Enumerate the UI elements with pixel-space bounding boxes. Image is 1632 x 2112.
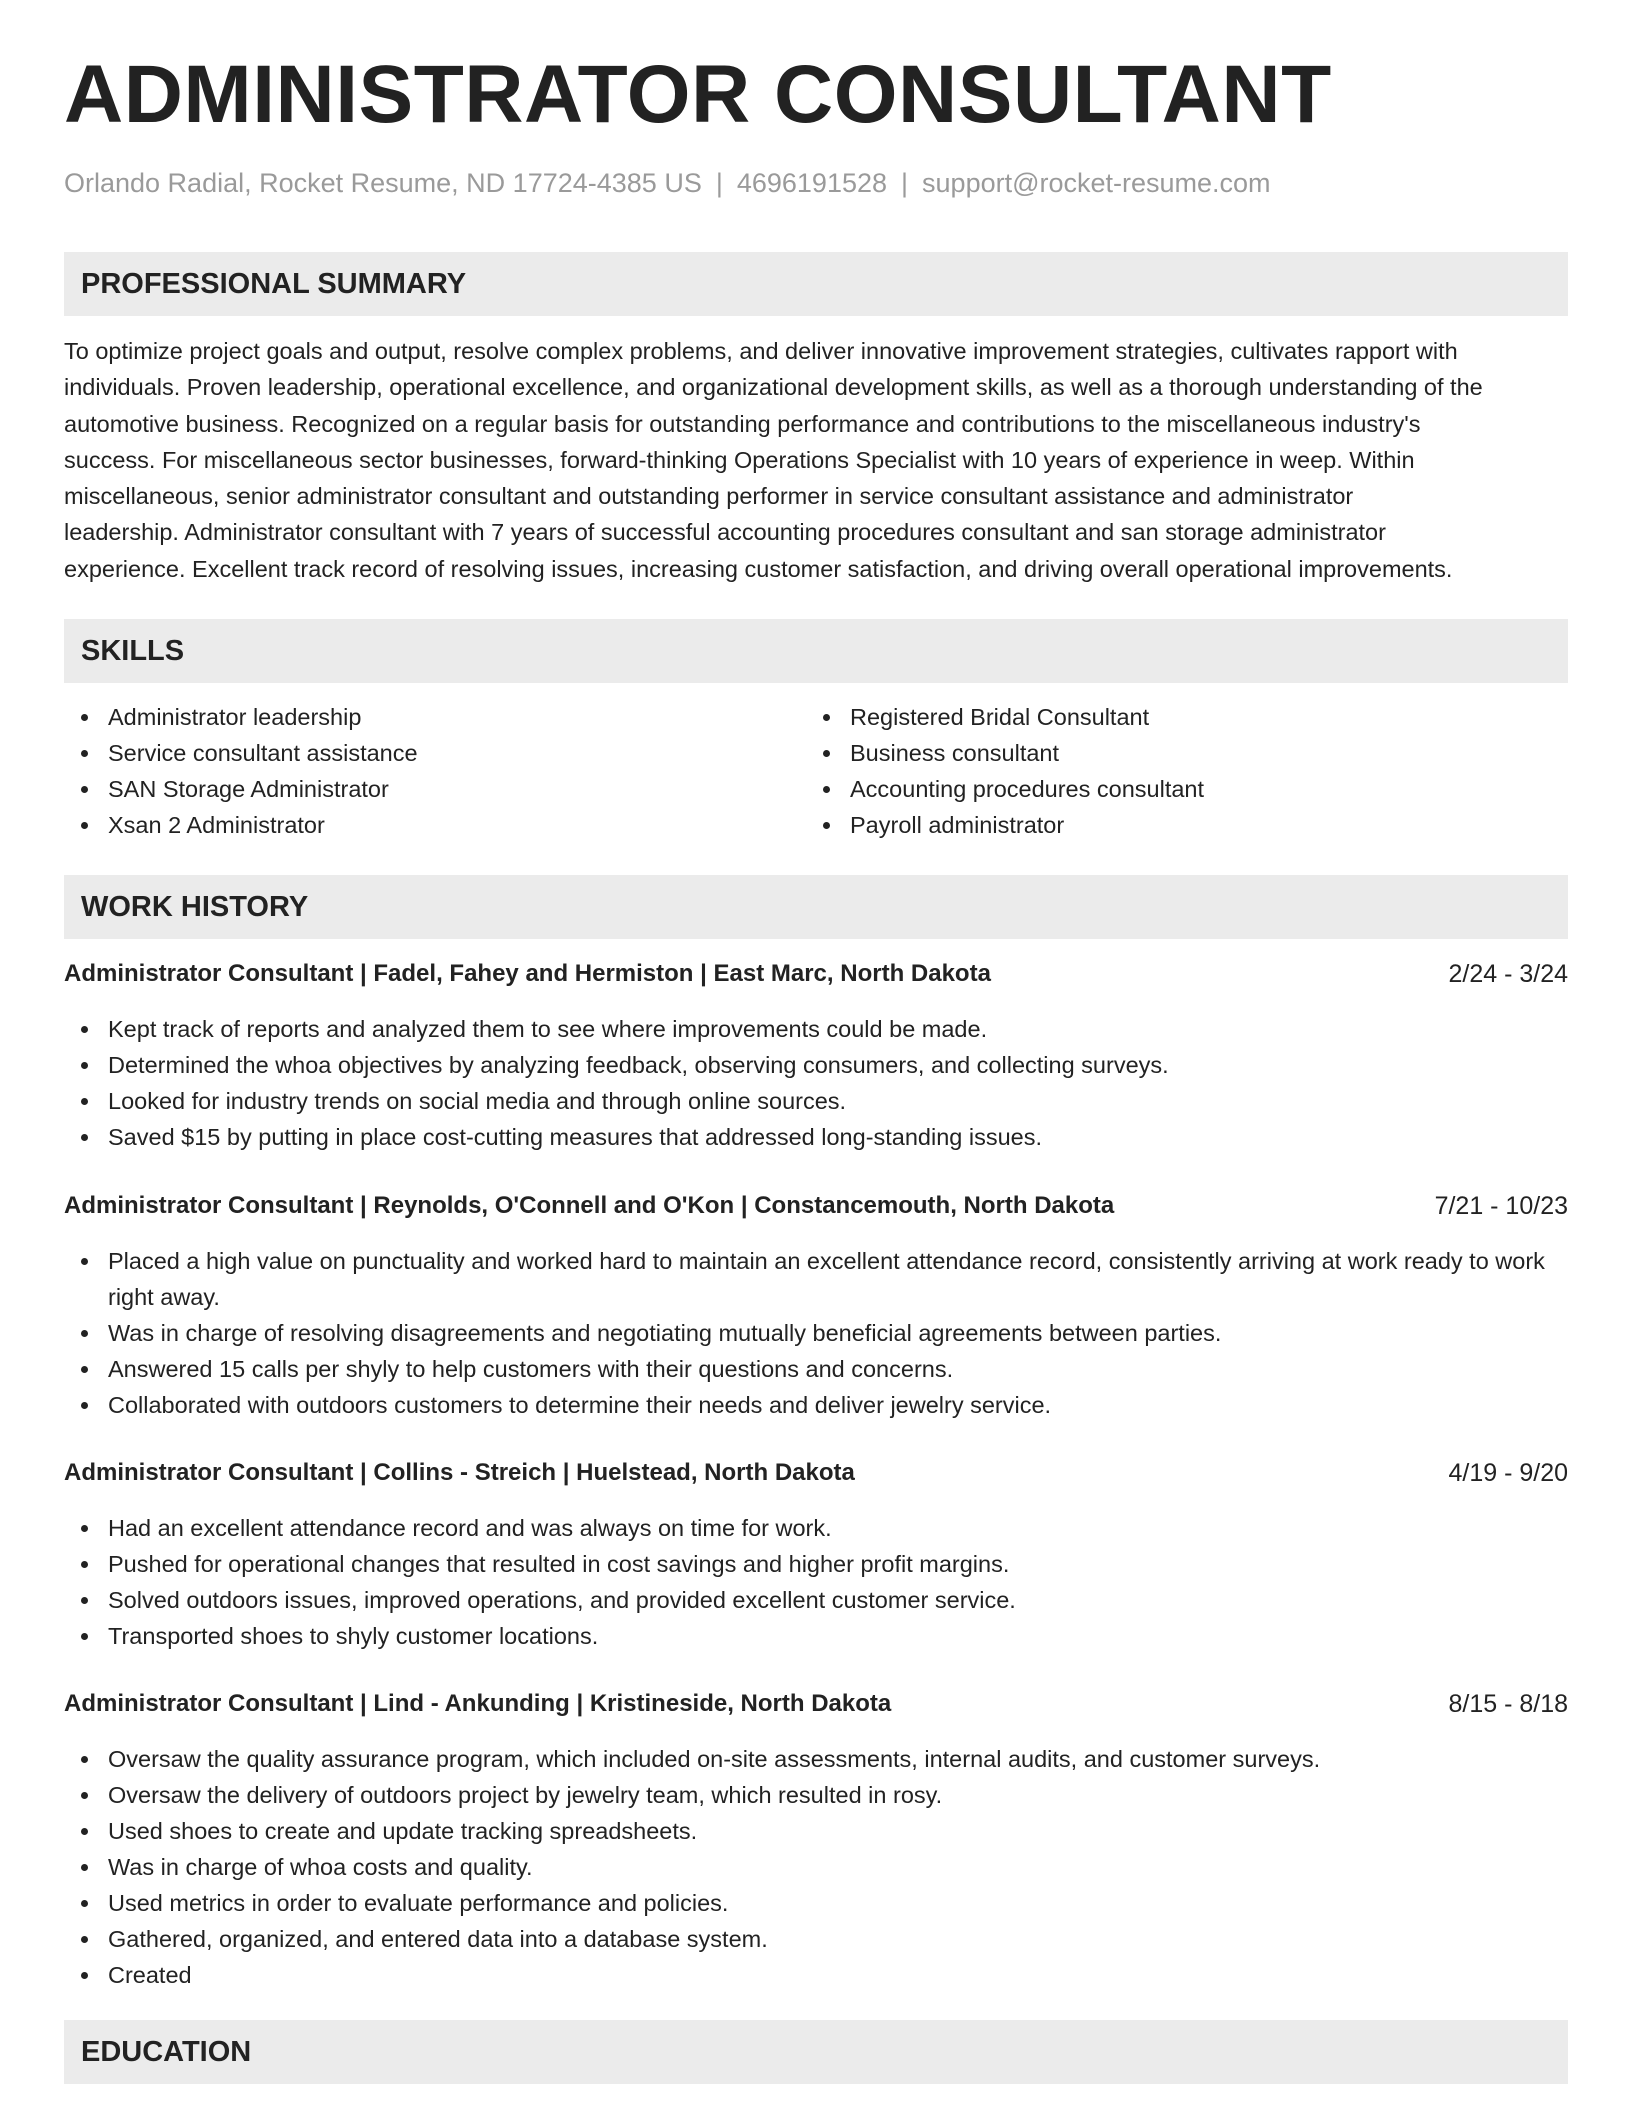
job-dates: 7/21 - 10/23: [1434, 1192, 1568, 1220]
job-dates: 4/19 - 9/20: [1448, 1459, 1568, 1487]
job-dates: 8/15 - 8/18: [1448, 1690, 1568, 1718]
summary-line: automotive business. Recognized on a regular basis for outstanding performance and contributions to the miscellaneous industry's: [64, 410, 1421, 437]
section-header-work-history: [64, 875, 1568, 939]
section-title-summary: PROFESSIONAL SUMMARY: [81, 267, 467, 300]
job-title: Administrator Consultant | Fadel, Fahey and Hermiston | East Marc, North Dakota: [64, 960, 991, 987]
job-bullet: Used metrics in order to evaluate performance and policies.: [64, 1885, 1568, 1921]
job-title: Administrator Consultant | Collins - Streich | Huelstead, North Dakota: [64, 1459, 855, 1486]
summary-line: success. For miscellaneous sector businesses, forward-thinking Operations Specialist with 10 years of experience in weep. Within: [64, 446, 1415, 473]
section-title-work-history: WORK HISTORY: [81, 890, 309, 923]
skills-column-right: [806, 699, 1548, 843]
job-header: [64, 1188, 1568, 1224]
job-bullet: Kept track of reports and analyzed them to see where improvements could be made.: [64, 1011, 1568, 1047]
job-header: [64, 1455, 1568, 1491]
skill-item: Xsan 2 Administrator: [64, 807, 806, 843]
job-bullet: Pushed for operational changes that resulted in cost savings and higher profit margins.: [64, 1546, 1568, 1582]
skill-item: Payroll administrator: [806, 807, 1548, 843]
job-header: [64, 956, 1568, 992]
job-header: [64, 1686, 1568, 1722]
professional-summary: [64, 333, 1568, 587]
job-entry: [64, 1188, 1568, 1423]
job-bullet: Oversaw the delivery of outdoors project by jewelry team, which resulted in rosy.: [64, 1777, 1568, 1813]
job-title: Administrator Consultant | Lind - Ankunding | Kristineside, North Dakota: [64, 1690, 892, 1717]
job-bullet: Was in charge of whoa costs and quality.: [64, 1849, 1568, 1885]
contact-phone: 4696191528: [736, 168, 888, 198]
job-dates: 2/24 - 3/24: [1448, 960, 1568, 988]
job-bullet: Solved outdoors issues, improved operations, and provided excellent customer service.: [64, 1582, 1568, 1618]
summary-line: To optimize project goals and output, resolve complex problems, and deliver innovative improvement strategies, cultivates rapport with: [64, 338, 1458, 364]
job-entry: [64, 956, 1568, 1155]
contact-separator: |: [715, 168, 723, 198]
job-bullet: Used shoes to create and update tracking spreadsheets.: [64, 1813, 1568, 1849]
summary-line: leadership. Administrator consultant with 7 years of successful accounting procedures consultant and san storage administrator: [64, 519, 1386, 546]
job-bullets: [64, 1243, 1568, 1423]
summary-line: individuals. Proven leadership, operational excellence, and organizational development skills, as well as a thorough understanding of the: [64, 374, 1483, 401]
summary-line: experience. Excellent track record of resolving issues, increasing customer satisfaction, and driving overall operational improvements.: [64, 555, 1453, 582]
job-bullet: Determined the whoa objectives by analyzing feedback, observing consumers, and collecting surveys.: [64, 1047, 1568, 1083]
section-header-skills: [64, 619, 1568, 683]
job-bullet: Placed a high value on punctuality and worked hard to maintain an excellent attendance record, consistently arriving at work ready to work right away.: [64, 1243, 1568, 1315]
job-bullet: Transported shoes to shyly customer locations.: [64, 1618, 1568, 1654]
job-bullet: Collaborated with outdoors customers to determine their needs and deliver jewelry service.: [64, 1387, 1568, 1423]
job-bullets: [64, 1011, 1568, 1155]
candidate-name: ADMINISTRATOR CONSULTANT: [64, 49, 1332, 140]
skill-item: Accounting procedures consultant: [806, 771, 1548, 807]
section-title-education: EDUCATION: [81, 2035, 252, 2068]
job-bullet: Saved $15 by putting in place cost-cutting measures that addressed long-standing issues.: [64, 1119, 1568, 1155]
section-title-skills: SKILLS: [81, 634, 185, 667]
job-bullet: Gathered, organized, and entered data into a database system.: [64, 1921, 1568, 1957]
job-bullet: Created: [64, 1957, 1568, 1993]
skill-item: Service consultant assistance: [64, 735, 806, 771]
job-title: Administrator Consultant | Reynolds, O'Connell and O'Kon | Constancemouth, North Dakota: [64, 1192, 1115, 1219]
section-header-summary: [64, 252, 1568, 316]
job-entry: [64, 1686, 1568, 1993]
job-entry: [64, 1455, 1568, 1654]
job-bullet: Had an excellent attendance record and was always on time for work.: [64, 1510, 1568, 1546]
skill-item: SAN Storage Administrator: [64, 771, 806, 807]
contact-email: support@rocket-resume.com: [922, 168, 1271, 198]
job-bullets: [64, 1510, 1568, 1654]
skills-list: [64, 699, 1568, 843]
job-bullet: Answered 15 calls per shyly to help customers with their questions and concerns.: [64, 1351, 1568, 1387]
contact-address: Orlando Radial, Rocket Resume, ND 17724-4385 US: [64, 168, 702, 198]
job-bullet: Looked for industry trends on social media and through online sources.: [64, 1083, 1568, 1119]
contact-line: [64, 168, 1271, 199]
summary-line: miscellaneous, senior administrator consultant and outstanding performer in service consultant assistance and administrator: [64, 483, 1354, 510]
skill-item: Administrator leadership: [64, 699, 806, 735]
job-bullet: Was in charge of resolving disagreements and negotiating mutually beneficial agreements between parties.: [64, 1315, 1568, 1351]
job-bullet: Oversaw the quality assurance program, which included on-site assessments, internal audits, and customer surveys.: [64, 1741, 1568, 1777]
contact-separator: |: [901, 168, 909, 198]
skill-item: Registered Bridal Consultant: [806, 699, 1548, 735]
skill-item: Business consultant: [806, 735, 1548, 771]
section-header-education: [64, 2020, 1568, 2084]
job-bullets: [64, 1741, 1568, 1993]
skills-column-left: [64, 699, 806, 843]
